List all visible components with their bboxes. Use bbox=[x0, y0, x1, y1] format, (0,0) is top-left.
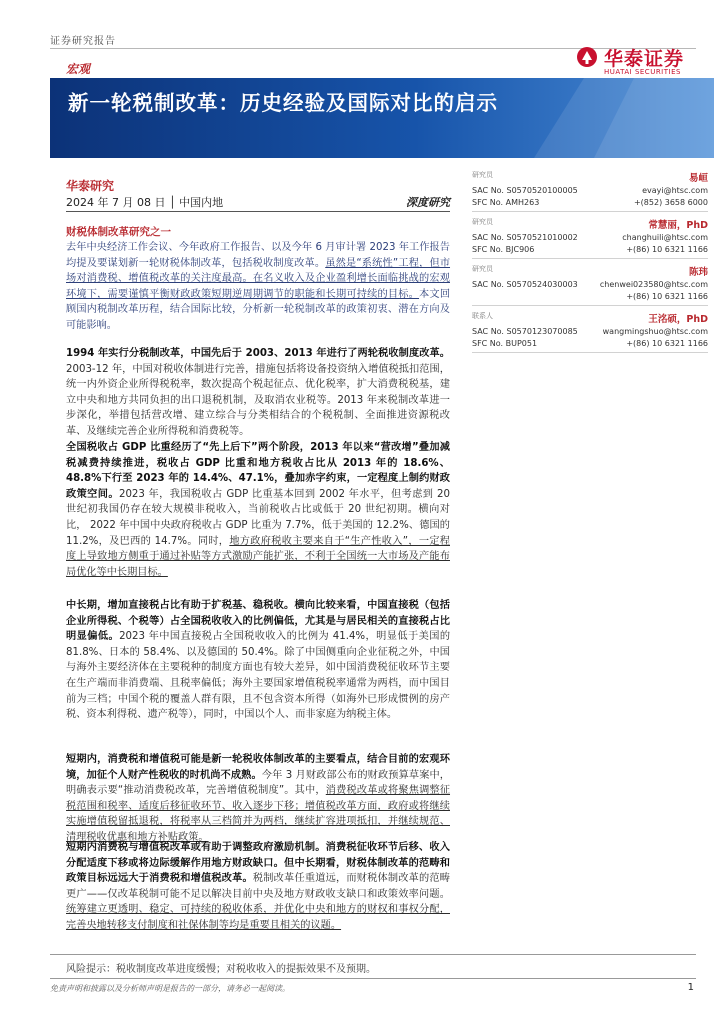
analyst-divider bbox=[472, 352, 708, 353]
report-title: 新一轮税制改革：历史经验及国际对比的启示 bbox=[68, 91, 498, 115]
body-text: 税制改革任重道远，而财税体制改革的范畴更广——仅改革税制可能不足以解决目前中央及地方财政收支缺口和政策效率问题。 bbox=[66, 873, 450, 900]
title-banner bbox=[50, 78, 714, 158]
analyst-role: 联系人 bbox=[472, 312, 493, 320]
analyst-name: 陈玮 bbox=[688, 267, 708, 278]
highlight-text: 全国税收占 GDP 比重经历了“先上后下”两个阶段，2013 年以来“营改增”叠加减税减费持续推进，税收占 GDP 比重和地方税收占比从 2013 年的 18.6%、48.8%下行至 2023 年的 14.4%、47.1%，叠加赤字约束，一定程度上制约财政政策空间。 bbox=[66, 442, 450, 500]
analyst-phone: +(86) 10 6321 1166 bbox=[626, 292, 708, 301]
analyst-role: 研究员 bbox=[472, 265, 493, 273]
body-paragraph bbox=[66, 440, 450, 580]
huatai-logo-icon bbox=[576, 46, 598, 68]
analyst-phone: +(86) 10 6321 1166 bbox=[626, 245, 708, 254]
analyst-divider bbox=[472, 211, 708, 212]
risk-warning: 风险提示：税收制度改革进度缓慢；对税收收入的提振效果不及预期。 bbox=[66, 964, 376, 975]
analyst-email[interactable]: chenwei023580@htsc.com bbox=[599, 280, 708, 289]
banner-decoration bbox=[514, 78, 714, 158]
analyst-sac: SAC No. S0570524030003 bbox=[472, 280, 578, 289]
logo-en-text: HUATAI SECURITIES bbox=[604, 68, 681, 76]
report-date: 2024 年 7 月 08 日 │ 中国内地 bbox=[66, 196, 224, 209]
analyst-sfc: SFC No. AMH263 bbox=[472, 198, 540, 207]
analyst-phone: +(86) 10 6321 1166 bbox=[626, 339, 708, 348]
analyst-sac: SAC No. S0570123070085 bbox=[472, 327, 578, 336]
research-source: 华泰研究 bbox=[66, 179, 115, 193]
body-text: 2023 年，我国税收占 GDP 比重基本回到 2002 年水平，但考虑到 20 世纪初我国仍存在较大规模非税收入，当前税收占比或低于 20 世纪初期。横向对比， 2022 年中国中央政府税收占 GDP 比重为 7.7%，低于美国的 12.2%、德国的 11.2%，及巴西的 14.7%。同时， bbox=[66, 488, 450, 547]
analyst-panel bbox=[472, 170, 708, 358]
analyst-sac: SAC No. S0570520100005 bbox=[472, 186, 578, 195]
body-text: 今年 3 月财政部公布的财政预算草案中，明确表示要“推动消费税改革，完善增值税制度”。其中， bbox=[66, 769, 450, 797]
highlight-text: 1994 年实行分税制改革，中国先后于 2003、2013 年进行了两轮税收制度改革。 bbox=[66, 348, 450, 359]
body-text: 去年中央经济工作会议、今年政府工作报告、以及今年 6 月审计署 2023 年工作报告均提及要谋划新一轮财税体制改革，包括税收制度改革。 bbox=[66, 242, 450, 269]
body-text: 2023 年中国直接税占全国税收收入的比例为 41.4%，明显低于美国的 81.8%、日本的 58.4%、以及德国的 50.4%。除了中国侧重向企业征税之外，中国与海外主要经济体在主要税种的制度方面也有较大差异，如中国消费税征收环节主要在生产端而非消费端、且税率偏低；海外主要国家增值税税率通常为两档，而中国目前为三档；中国个税的覆盖人群有限，且不包含资本所得（如海外已形成惯例的房产税、资本利得税、遗产税等），同时，中国以个人、而非家庭为纳税主体。 bbox=[66, 631, 451, 721]
underlined-text: 消费税改革或将聚焦调整征税范围和税率、适度后移征收环节、收入逐步下移；增值税改革方面，政府或将继续实施增值税留抵退税，将税率从三档简并为两档，继续扩容进项抵扣，并继续规范、清理税收优惠和地方补贴政策。 bbox=[66, 785, 451, 843]
analyst-card bbox=[472, 217, 708, 264]
analyst-divider bbox=[472, 305, 708, 306]
body-paragraph bbox=[66, 598, 450, 723]
disclaimer: 免责声明和披露以及分析师声明是报告的一部分，请务必一起阅读。 bbox=[50, 984, 290, 993]
risk-divider bbox=[50, 954, 696, 955]
analyst-card bbox=[472, 264, 708, 311]
report-category: 深度研究 bbox=[406, 196, 450, 209]
analyst-card bbox=[472, 311, 708, 358]
dateline-divider bbox=[66, 211, 450, 212]
body-paragraph bbox=[66, 840, 450, 934]
section-tag: 宏观 bbox=[66, 62, 91, 76]
analyst-sac: SAC No. S0570521010002 bbox=[472, 233, 578, 242]
analyst-card bbox=[472, 170, 708, 217]
footer-divider bbox=[50, 978, 696, 979]
underlined-text: 地方政府税收主要来自于“生产性收入”，一定程度上导致地方侧重于通过补贴等方式激励产能扩张，不利于全国统一大市场及产能布局优化等中长期目标。 bbox=[66, 535, 450, 578]
body-paragraph bbox=[66, 346, 450, 440]
analyst-phone: +(852) 3658 6000 bbox=[633, 198, 708, 207]
highlight-text: 短期内，消费税和增值税可能是新一轮税收体制改革的主要看点，结合目前的宏观环境，加征个人财产性税收的时机尚不成熟。 bbox=[66, 754, 450, 781]
analyst-name: 易峘 bbox=[688, 173, 708, 184]
underlined-text: 虽然是“系统性”工程，但市场对消费税、增值税改革的关注度最高。在名义收入及企业盈利增长面临挑战的宏观环境下，需要谨慎平衡财政政策短期逆周期调节的职能和长期可持续的目标。 bbox=[66, 257, 451, 300]
logo-cn-text: 华泰证券 bbox=[604, 48, 685, 70]
abstract-title: 财税体制改革研究之一 bbox=[66, 226, 171, 238]
analyst-email[interactable]: evayi@htsc.com bbox=[642, 186, 708, 195]
analyst-sfc: SFC No. BUP051 bbox=[472, 339, 538, 348]
body-text: 2003-12 年，中国对税收体制进行完善，措施包括将设备投资纳入增值税抵扣范围，统一内外资企业所得税税率，数次提高个税起征点、优化税率，扩大消费税税基，建立中央和地方共同负担的出口退税机制，及取消农业税等。2013 年来税制改革进一步深化，举措包括营改增、建立综合与分类相结合的个税税制、全面推进资源税改革、及继续完善企业所得税和消费税等。 bbox=[66, 363, 450, 437]
analyst-role: 研究员 bbox=[472, 218, 493, 226]
report-type-label: 证券研究报告 bbox=[50, 36, 116, 47]
analyst-email[interactable]: wangmingshuo@htsc.com bbox=[602, 327, 708, 336]
highlight-text: 短期内消费税与增值税改革或有助于调整政府激励机制。消费税征收环节后移、收入分配适度下移或将边际缓解作用地方财政缺口。但中长期看，财税体制改革的范畴和政策目标远远大于消费税和增值税改革。 bbox=[66, 842, 450, 885]
analyst-email[interactable]: changhuili@htsc.com bbox=[622, 233, 708, 242]
body-paragraph bbox=[66, 752, 450, 846]
analyst-divider bbox=[472, 258, 708, 259]
body-text: 本文回顾国内税制改革历程，结合国际比较，分析新一轮税制改革的政策初衷、潜在方向及可能影响。 bbox=[66, 288, 451, 331]
underlined-text: 统筹建立更透明、稳定、可持续的税收体系，并优化中央和地方的财权和事权分配，完善央地转移支付制度和社保体制等均是重要且相关的议题。 bbox=[66, 904, 450, 931]
analyst-name: 王洺硕，PhD bbox=[648, 314, 708, 325]
highlight-text: 中长期，增加直接税占比有助于扩税基、稳税收。横向比较来看，中国直接税（包括企业所得税、个税等）占全国税收收入的比例偏低，尤其是与居民相关的直接税占比明显偏低。 bbox=[66, 600, 450, 643]
abstract-paragraph bbox=[66, 240, 450, 334]
company-logo bbox=[576, 44, 694, 78]
analyst-name: 常慧丽，PhD bbox=[648, 220, 708, 231]
analyst-role: 研究员 bbox=[472, 171, 493, 179]
analyst-sfc: SFC No. BJC906 bbox=[472, 245, 535, 254]
page-number: 1 bbox=[687, 982, 694, 993]
dateline bbox=[66, 194, 450, 210]
